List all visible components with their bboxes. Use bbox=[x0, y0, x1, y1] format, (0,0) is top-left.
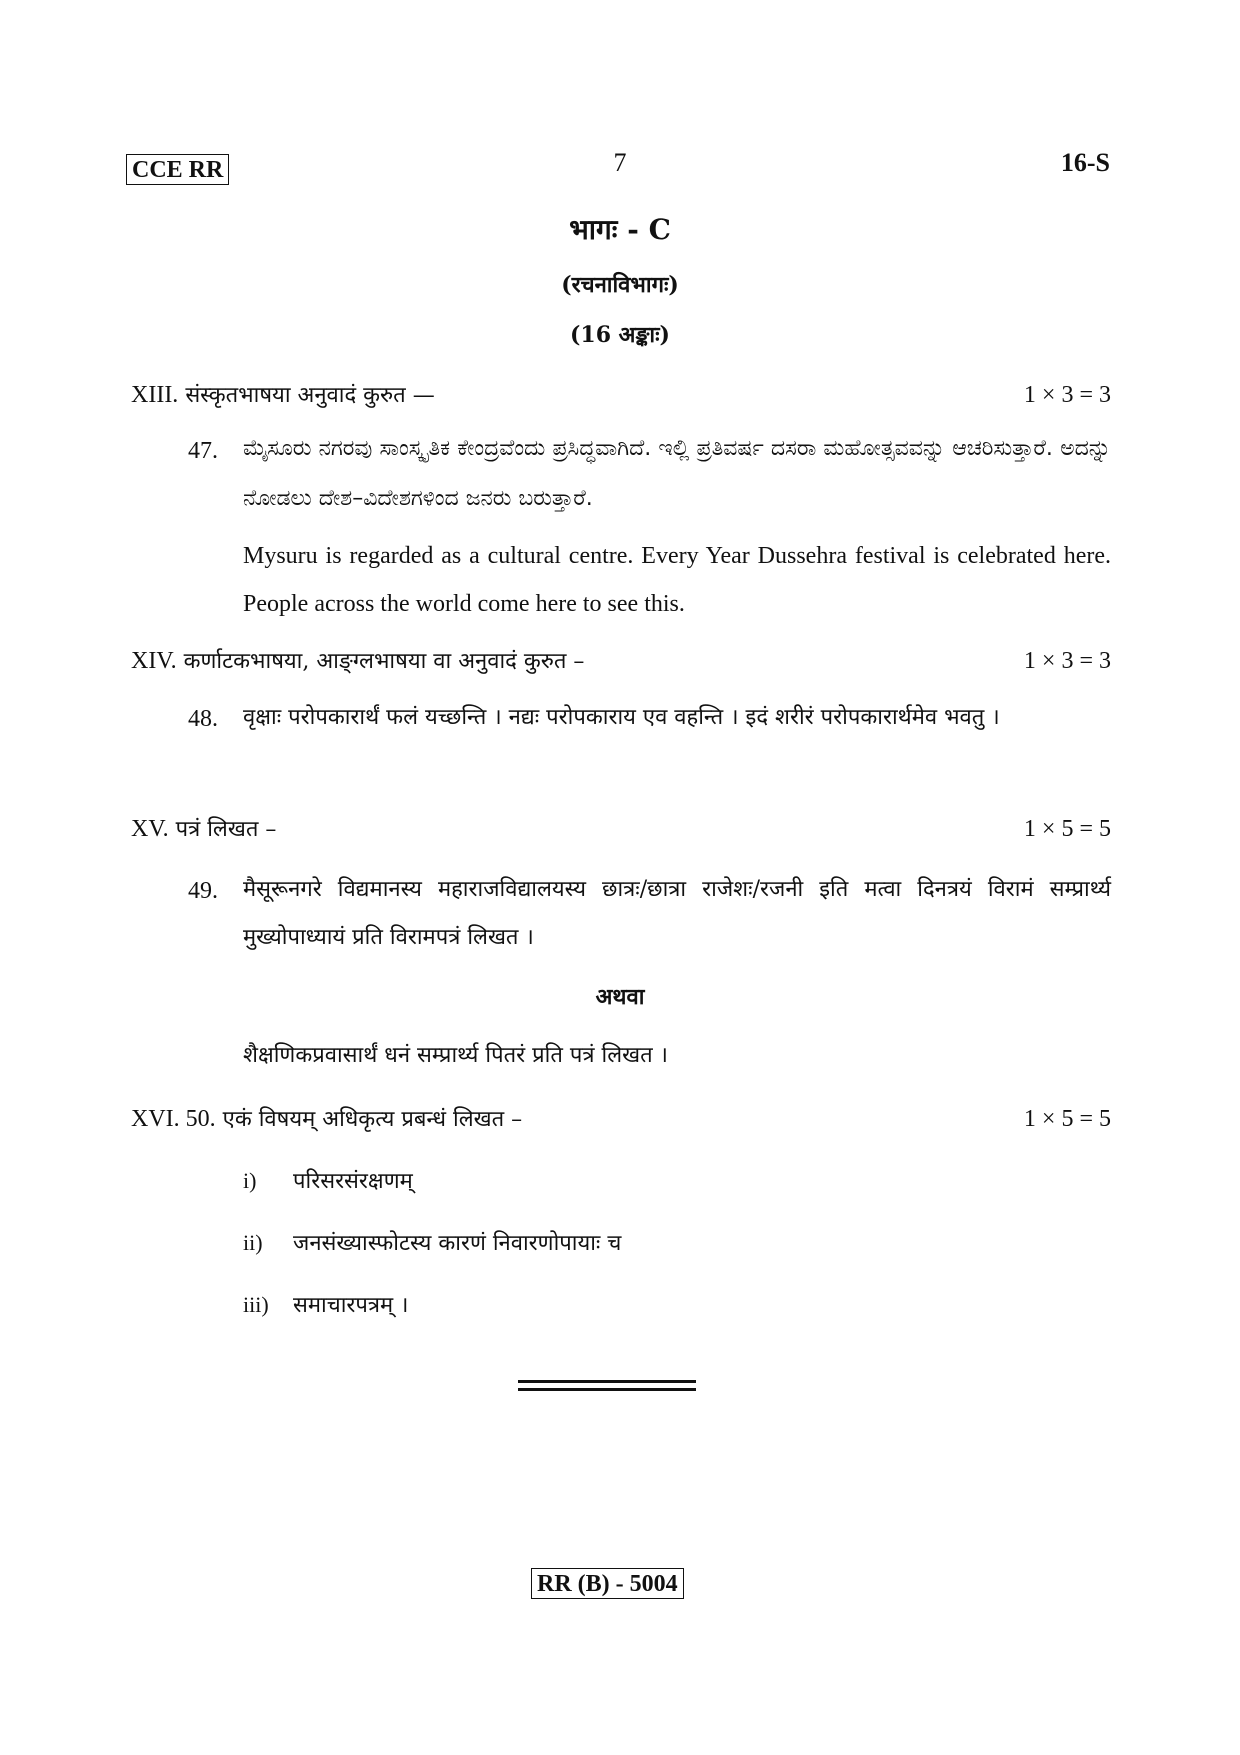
question-xv-header bbox=[131, 814, 276, 845]
question-number: XV. bbox=[131, 816, 169, 842]
item-49-text: मैसूरूनगरे विद्यमानस्य महाराजविद्यालयस्य छात्रः/छात्रा राजेशः/रजनी इति मत्वा दिनत्रयं विरामं सम्प्रार्थ्य मुख्योपाध्यायं प्रति विरामपत्रं लिखत । bbox=[243, 877, 1111, 950]
footer-code: RR (B) - 5004 bbox=[531, 1568, 684, 1599]
option-text: परिसरसंरक्षणम् bbox=[293, 1169, 413, 1194]
option-label: iii) bbox=[243, 1292, 269, 1317]
question-xiii-header bbox=[131, 380, 435, 411]
item-48-text: वृक्षाः परोपकारार्थं फलं यच्छन्ति । नद्यः परोपकाराय एव वहन्ति । इदं शरीरं परोपकारार्थमेव भवतु । bbox=[243, 705, 1000, 730]
paper-code-right: 16-S bbox=[1060, 148, 1110, 177]
question-xv-marks: 1 × 5 = 5 bbox=[1023, 816, 1111, 842]
essay-option-3 bbox=[243, 1290, 409, 1321]
item-47-kannada-text: ಮೈಸೂರು ನಗರವು ಸಾಂಸ್ಕೃತಿಕ ಕೇಂದ್ರವೆಂದು ಪ್ರಸಿದ್ಧವಾಗಿದೆ. ಇಲ್ಲಿ ಪ್ರತಿವರ್ಷ ದಸರಾ ಮಹೋತ್ಸವವನ್ನು ಆಚರಿಸುತ್ತಾರೆ. ಅದನ್ನು ನೋಡಲು ದೇಶ–ವಿದೇಶಗಳಿಂದ ಜನರು ಬರುತ್ತಾರೆ. bbox=[243, 436, 1111, 511]
question-number: XIII. bbox=[131, 382, 179, 408]
option-text: जनसंख्यास्फोटस्य कारणं निवारणोपायाः च bbox=[293, 1231, 622, 1256]
item-48-number: 48. bbox=[188, 706, 218, 732]
part-title: भागः - C bbox=[569, 213, 671, 246]
question-instruction: कर्णाटकभाषया, आङ्ग्लभाषया वा अनुवादं कुरुत – bbox=[183, 649, 585, 674]
item-47-english-text: Mysuru is regarded as a cultural centre. Every Year Dussehra festival is celebrated here. People across the world come here to see this. bbox=[243, 543, 1111, 617]
question-instruction: संस्कृतभाषया अनुवादं कुरुत — bbox=[185, 383, 435, 408]
question-xiv-header bbox=[131, 646, 584, 677]
paper-code-left: CCE RR bbox=[126, 154, 229, 185]
question-number: XIV. bbox=[131, 648, 177, 674]
question-xvi-marks: 1 × 5 = 5 bbox=[1023, 1106, 1111, 1132]
page-number: 7 bbox=[613, 148, 627, 177]
question-xvi-header bbox=[131, 1104, 522, 1135]
item-47-number: 47. bbox=[188, 438, 218, 464]
essay-option-2 bbox=[243, 1228, 621, 1259]
item-49-alt-text: शैक्षणिकप्रवासार्थं धनं सम्प्रार्थ्य पितरं प्रति पत्रं लिखत । bbox=[243, 1043, 668, 1068]
item-49-number: 49. bbox=[188, 878, 218, 904]
question-xiv-marks: 1 × 3 = 3 bbox=[1023, 648, 1111, 674]
question-number: XVI. 50. bbox=[131, 1106, 216, 1132]
part-marks: (16 अङ्काः) bbox=[570, 322, 670, 348]
end-rule-bottom bbox=[518, 1388, 696, 1391]
option-text: समाचारपत्रम् । bbox=[293, 1293, 409, 1318]
option-label: ii) bbox=[243, 1230, 263, 1255]
option-label: i) bbox=[243, 1168, 257, 1193]
question-instruction: पत्रं लिखत – bbox=[175, 817, 277, 842]
part-subtitle: (रचनाविभागः) bbox=[561, 272, 679, 298]
question-instruction: एकं विषयम् अधिकृत्य प्रबन्धं लिखत – bbox=[222, 1107, 523, 1132]
end-rule-top bbox=[518, 1380, 696, 1383]
question-xiii-marks: 1 × 3 = 3 bbox=[1023, 382, 1111, 408]
essay-option-1 bbox=[243, 1166, 413, 1197]
or-label: अथवा bbox=[595, 984, 645, 1010]
